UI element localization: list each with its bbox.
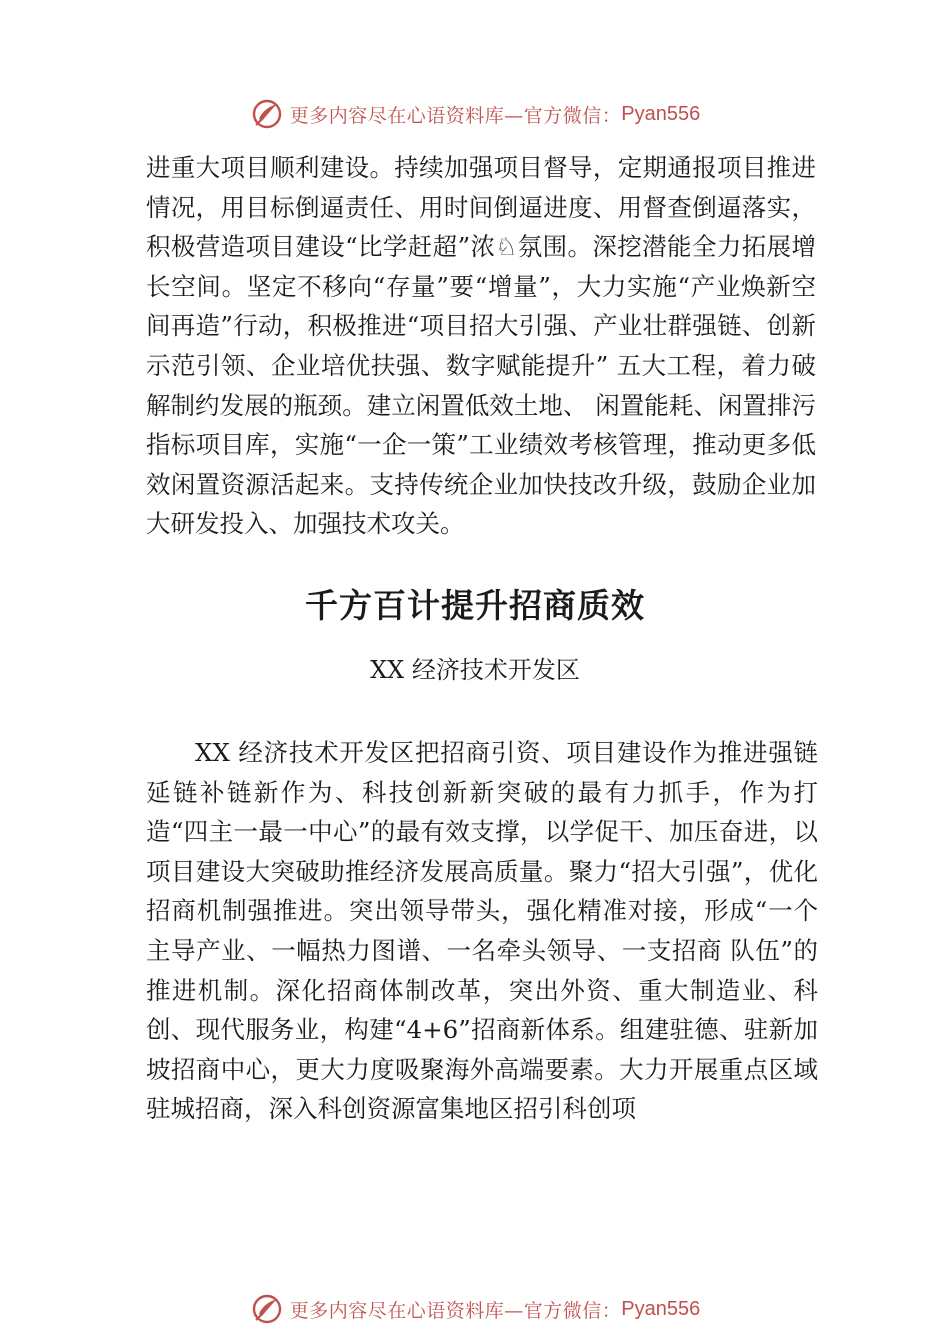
continued-paragraph-block [146, 148, 816, 544]
article-body-block [146, 733, 818, 1129]
watermark-text: 更多内容尽在心语资料库—官方微信： [289, 1299, 622, 1322]
article-subtitle: XX 经济技术开发区 [370, 656, 580, 684]
article-title: 千方百计提升招商质效 [305, 586, 645, 625]
pen-logo-icon [250, 1292, 284, 1326]
paragraph-continued: 进重大项目顺利建设。持续加强项目督导，定期通报项目推进情况，用目标倒逼责任、用时间倒逼进度、用督查倒逼落实，积极营造项目建设“比学赶超”浓♘氛围。深挖潜能全力拓展增长空间。坚定不移向“存量”要“增量”，大力实施“产业焕新空间再造”行动，积极推进“项目招大引强、产业壮群强链、创新示范引领、企业培优扶强、数字赋能提升” 五大工程，着力破解制约发展的瓶颈。建立闲置低效土地、 闲置能耗、闲置排污指标项目库，实施“一企一策”工业绩效考核管理，推动更多低效闲置资源活起来。支持传统企业加快技改升级，鼓励企业加大研发投入、加强技术攻关。 [146, 153, 816, 539]
watermark-text: 更多内容尽在心语资料库—官方微信： [289, 104, 622, 127]
watermark-footer [0, 1289, 950, 1329]
article-body-paragraph: XX 经济技术开发区把招商引资、项目建设作为推进强链延链补链新作为、科技创新新突破的最有力抓手，作为打造“四主一最一中心”的最有效支撑，以学促干、加压奋进，以项目建设大突破助推经济发展高质量。聚力“招大引强”，优化招商机制强推进。突出领导带头，强化精准对接，形成“一个主导产业、一幅热力图谱、一名牵头领导、一支招商 队伍”的推进机制。深化招商体制改革，突出外资、重大制造业、科创、现代服务业，构建“4+6”招商新体系。组建驻德、驻新加坡招商中心，更大力度吸聚海外高端要素。大力开展重点区域驻城招商，深入科创资源富集地区招引科创项 [146, 738, 818, 1124]
watermark-header [0, 94, 950, 134]
pen-logo-icon [250, 97, 284, 131]
watermark-wechat-id: Pyan556 [621, 1297, 701, 1320]
watermark-wechat-id: Pyan556 [621, 102, 701, 125]
